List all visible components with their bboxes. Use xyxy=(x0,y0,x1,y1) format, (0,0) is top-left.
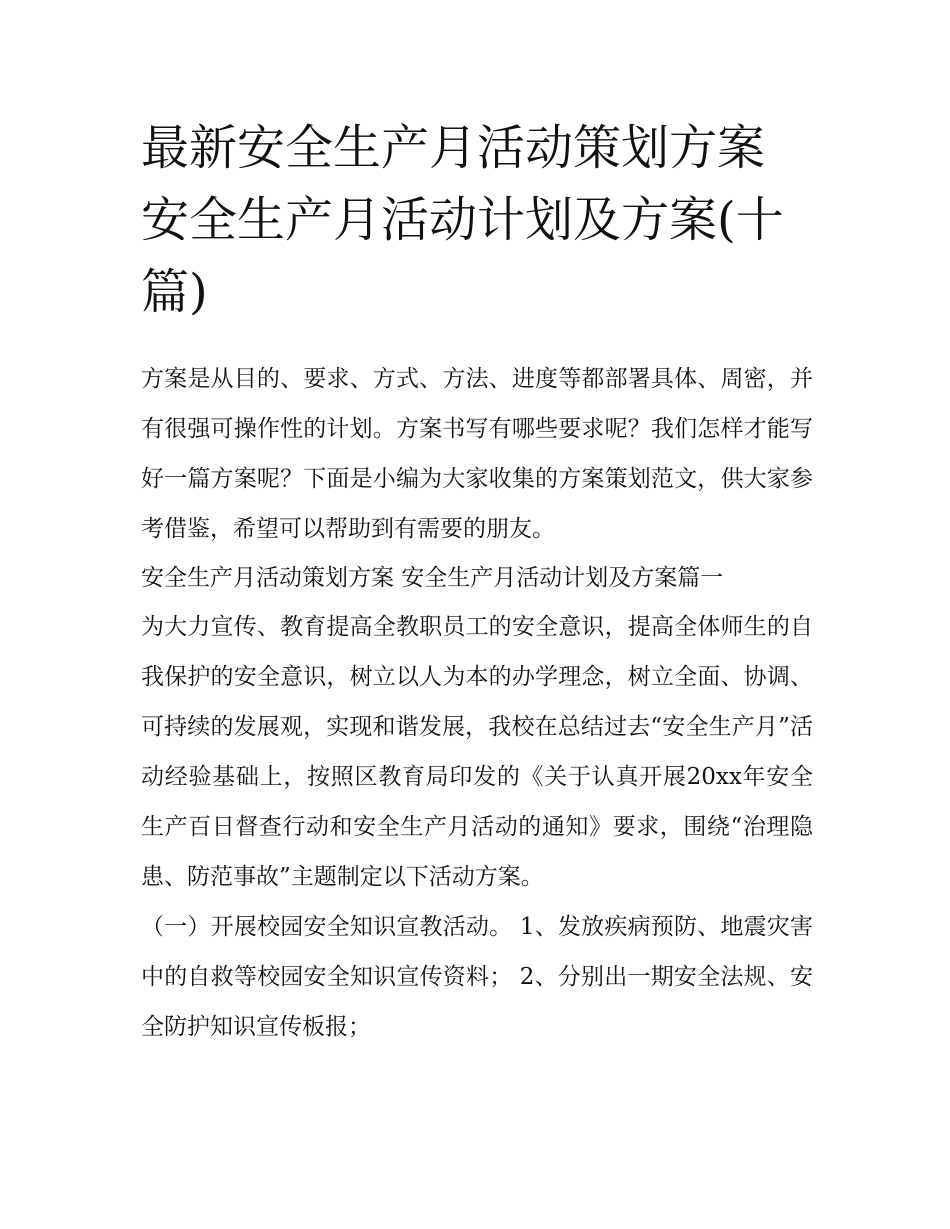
intro-paragraph: 方案是从目的、要求、方式、方法、进度等都部署具体、周密，并有很强可操作性的计划。方案书写有哪些要求呢？我们怎样才能写好一篇方案呢？下面是小编为大家收集的方案策划范文，供大家参考借鉴，希望可以帮助到有需要的朋友。 xyxy=(141,366,813,542)
body-paragraph: 为大力宣传、教育提高全教职员工的安全意识，提高全体师生的自我保护的安全意识，树立以人为本的办学理念，树立全面、协调、可持续的发展观，实现和谐发展，我校在总结过去“安全生产月”活动经验基础上，按照区教育局印发的《关于认真开展20xx年安全生产百日督查行动和安全生产月活动的通知》要求，围绕“治理隐患、防范事故”主题制定以下活动方案。 xyxy=(141,614,813,890)
document-body xyxy=(141,354,813,1052)
list-paragraph: （一）开展校园安全知识宣教活动。 1、发放疾病预防、地震灾害中的自救等校园安全知识宣传资料； 2、分别出一期安全法规、安全防护知识宣传板报； xyxy=(141,914,813,1040)
document-title: 最新安全生产月活动策划方案 安全生产月活动计划及方案(十篇) xyxy=(141,120,784,320)
section-heading: 安全生产月活动策划方案 安全生产月活动计划及方案篇一 xyxy=(141,565,724,591)
